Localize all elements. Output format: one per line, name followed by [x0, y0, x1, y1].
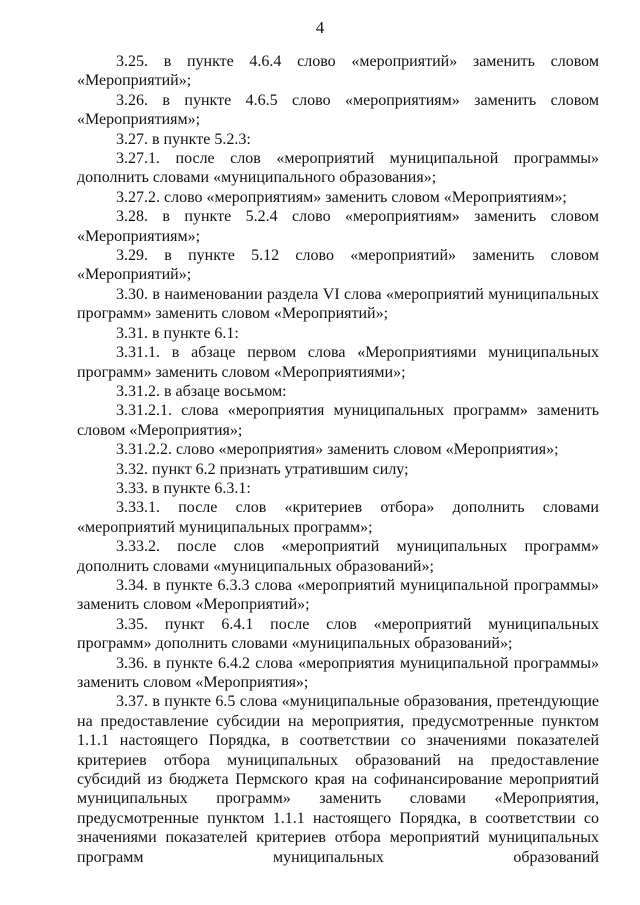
paragraph-3-27: 3.27. в пункте 5.2.3: [116, 130, 251, 148]
paragraph-3-31-2: 3.31.2. в абзаце восьмом: [116, 382, 287, 400]
paragraph-3-30: 3.30. в наименовании раздела VI слова «мероприятий муниципальных программ» заменить словом «Мероприятий»; [77, 285, 599, 323]
paragraph-3-37: 3.37. в пункте 6.5 слова «муниципальные образования, претендующие на предоставление субсидии на мероприятия, предусмотренные пунктом 1.1.1 настоящего Порядка, в соответствии со значениями показателей критериев отбора муниципальных образований на предоставление субсидий из бюджета Пермского края на софинансирование мероприятий муниципальных программ» заменить словами «Мероприятия, предусмотренные пунктом 1.1.1 настоящего Порядка, в соответствии со значениями показателей критериев отбора мероприятий муниципальных программ муниципальных образований [77, 693, 599, 866]
paragraph-3-31-2-2: 3.31.2.2. слово «мероприятия» заменить словом «Мероприятия»; [116, 441, 559, 459]
paragraph-3-34: 3.34. в пункте 6.3.3 слова «мероприятий муниципальной программы» заменить словом «Мероприятий»; [77, 576, 599, 614]
paragraph-3-33-2: 3.33.2. после слов «мероприятий муниципальных программ» дополнить словами «муниципальных образований»; [77, 538, 599, 575]
paragraph-3-31-2-1: 3.31.2.1. слова «мероприятия муниципальных программ» заменить словом «Мероприятия»; [77, 402, 599, 439]
paragraph-3-36: 3.36. в пункте 6.4.2 слова «мероприятия муниципальной программы» заменить словом «Мероприятия»; [77, 654, 599, 691]
paragraph-3-35: 3.35. пункт 6.4.1 после слов «мероприятий муниципальных программ» дополнить словами «муниципальных образований»; [77, 615, 599, 653]
paragraph-3-29: 3.29. в пункте 5.12 слово «мероприятий» заменить словом «Мероприятий»; [77, 247, 599, 284]
paragraph-3-28: 3.28. в пункте 5.2.4 слово «мероприятиям» заменить словом «Мероприятиям»; [77, 208, 599, 245]
paragraph-3-33-1: 3.33.1. после слов «критериев отбора» дополнить словами «мероприятий муниципальных программ»; [77, 499, 599, 536]
paragraph-3-32: 3.32. пункт 6.2 признать утратившим силу; [116, 460, 409, 478]
paragraph-3-27-2: 3.27.2. слово «мероприятиям» заменить словом «Мероприятиям»; [116, 188, 567, 206]
page-number: 4 [315, 18, 325, 37]
paragraph-3-31-1: 3.31.1. в абзаце первом слова «Мероприятиями муниципальных программ» заменить словом «Мероприятиями»; [77, 344, 599, 381]
paragraph-3-25: 3.25. в пункте 4.6.4 слово «мероприятий» заменить словом «Мероприятий»; [77, 53, 599, 90]
paragraph-3-26: 3.26. в пункте 4.6.5 слово «мероприятиям» заменить словом «Мероприятиям»; [77, 91, 599, 129]
paragraph-3-31: 3.31. в пункте 6.1: [116, 324, 239, 342]
paragraph-3-33: 3.33. в пункте 6.3.1: [116, 479, 251, 497]
paragraph-3-27-1: 3.27.1. после слов «мероприятий муниципальной программы» дополнить словами «муниципального образования»; [77, 150, 599, 187]
document-body [77, 52, 599, 867]
